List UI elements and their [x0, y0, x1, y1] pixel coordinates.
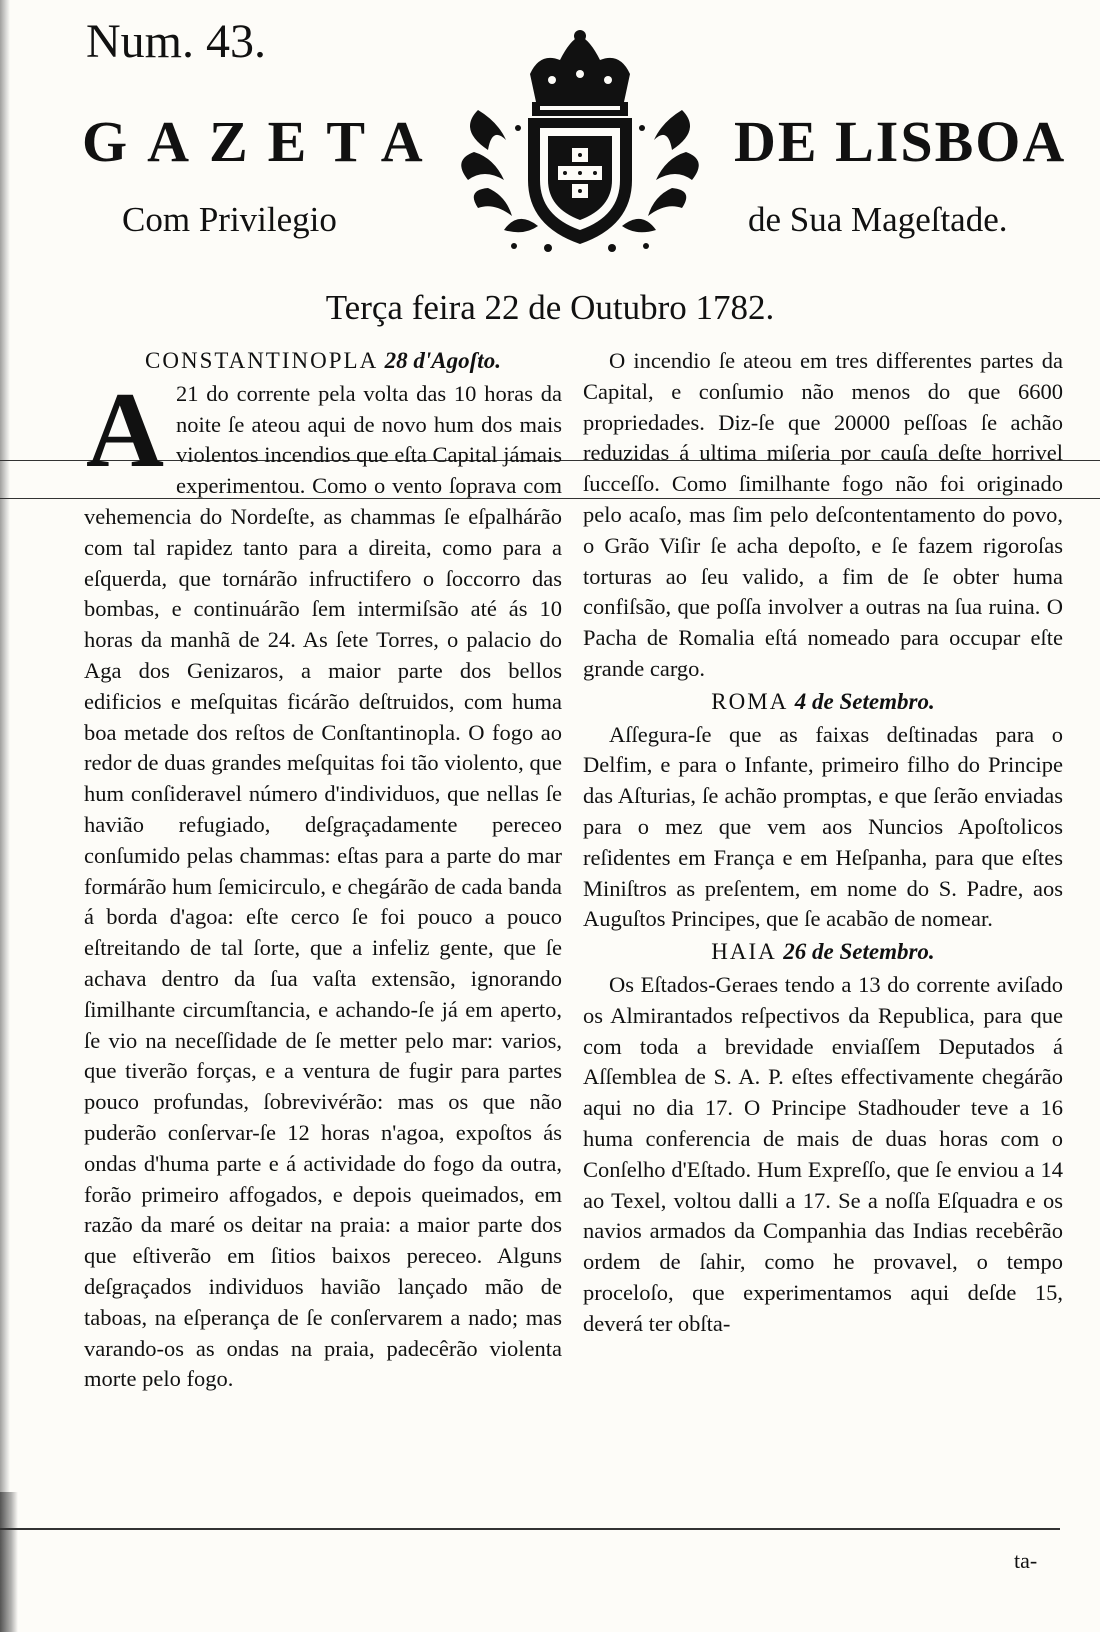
column-left	[84, 346, 562, 1397]
masthead-title-left: GAZETA	[82, 109, 443, 174]
issue-number: Num. 43.	[86, 15, 266, 68]
catchword: ta-	[1014, 1548, 1038, 1573]
scan-crease-line	[0, 1528, 1060, 1530]
article-place: HAIA	[711, 939, 776, 965]
article-date: 26 de Setembro.	[783, 939, 935, 965]
drop-cap: A	[86, 370, 164, 490]
article-text: 21 do corrente pela volta das 10 horas da noite ſe ateou aqui de novo hum dos mais violentos incendios que eſta Capital jámais experimentou. Como o vento ſoprava com vehemencia do Nordeſte, as chammas ſe eſpalhárão com tal rapidez tanto para a direita, como para a eſquerda, que tornárão infructifero o ſoccorro das bombas, e continuárão ſem intermiſsão até ás 10 horas da manhã de 24. As ſete Torres, o palacio do Aga dos Genizaros, a maior parte dos bellos edificios e meſquitas ficárão deſtruidos, com huma boa metade dos reſtos de Conſtantinopla. O fogo ao redor de duas grandes meſquitas foi tão violento, que hum conſideravel número d'individuos, que nellas ſe havião refugiado, deſgraçadamente pereceo conſumido pelas chammas: eſtas para a parte do mar formárão hum ſemicirculo, e chegárão de cada banda á borda d'agoa: eſte cerco ſe foi pouco a pouco eſtreitando de tal ſorte, que a infeliz gente, que ſe achava dentro da ſua vaſta extensão, ignorando ſimilhante circumſtancia, e achando-ſe já em aperto, ſe vio na neceſſidade de ſe metter pelo mar: varios, que tiverão forças, e a ventura de fugir para partes pouco profundas, ſobrevivérão: mas os que não puderão conſervar-ſe 12 horas n'agoa, expoſtos ás ondas d'huma parte e á actividade do fogo da outra, forão primeiro affogados, e depois queimados, em razão da maré os deitar na praia: a maior parte dos que eſtiverão em ſitios baixos pereceo. Alguns deſgraçados individuos havião lançado mão de taboas, na eſperança de ſe conſervarem a nado; mas varando-os as ondas na praia, padecêrão violenta morte pelo fogo.	[84, 380, 562, 1392]
article-date: 28 d'Agoſto.	[384, 348, 501, 373]
article-place: CONSTANTINOPLA	[145, 348, 377, 373]
article-heading-constantinopla	[84, 346, 562, 377]
article-body-constantinopla-cont: O incendio ſe ateou em tres differentes partes da Capital, e conſumio não menos do que 6600 propriedades. Diz-ſe que 20000 peſſoas ſe achão reduzidas á ultima miſeria por cauſa deſte horrivel ſucceſſo. Como ſimilhante fogo não foi originado pelo acaſo, mas ſim pelo deſcontentamento do povo, o Grão Viſir ſe acha depoſto, e ſe fazem rigoroſas torturas ao ſeu valido, a fim de ſe obter huma confiſsão, que poſſa involver a outras na ſua ruina. O Pacha de Romalia eſtá nomeado para occupar eſte grande cargo.	[583, 348, 1063, 681]
article-body-haia: Os Eſtados-Geraes tendo a 13 do corrente aviſado os Almirantados reſpectivos da Republica, para que com toda a brevidade enviaſſem Deputados á Aſſemblea de S. A. P. eſtes effectivamente chegárão aqui no dia 17. O Principe Stadhouder teve a 16 huma conferencia de mais de duas horas com o Conſelho d'Eſtado. Hum Expreſſo, que ſe enviou a 14 ao Texel, voltou dalli a 17. Se a noſſa Eſquadra e os navios armados da Companhia das Indias recebêrão ordem de ſahir, como he provavel, o tempo proceloſo, que experimentamos aqui deſde 15, deverá ter obſta-	[583, 971, 1063, 1336]
coat-of-arms-emblem	[448, 30, 712, 256]
article-heading-roma	[583, 687, 1063, 718]
article-heading-haia	[583, 937, 1063, 968]
article-date: 4 de Setembro.	[794, 688, 935, 714]
article-body-roma: Aſſegura-ſe que as faixas deſtinadas para o Delfim, e para o Infante, primeiro filho do Principe das Aſturias, ſe achão promptas, e que ſerão enviadas para o mez que vem aos Nuncios Apoſtolicos reſidentes em França e em Heſpanha, para que eſtes Miniſtros as preſentem, em nome do S. Padre, aos Auguſtos Principes, que ſe acabão de nomear.	[583, 721, 1063, 932]
article-place: ROMA	[711, 688, 788, 714]
scan-shadow-edge	[0, 0, 10, 1632]
column-right	[583, 346, 1063, 1342]
masthead-title-right: DE LISBOA	[734, 109, 1067, 174]
scan-shadow-corner	[0, 1492, 18, 1632]
issue-date: Terça feira 22 de Outubro 1782.	[325, 288, 775, 327]
privilege-left: Com Privilegio	[122, 200, 337, 239]
privilege-right: de Sua Mageſtade.	[748, 200, 1008, 239]
article-body-constantinopla	[84, 370, 562, 1395]
